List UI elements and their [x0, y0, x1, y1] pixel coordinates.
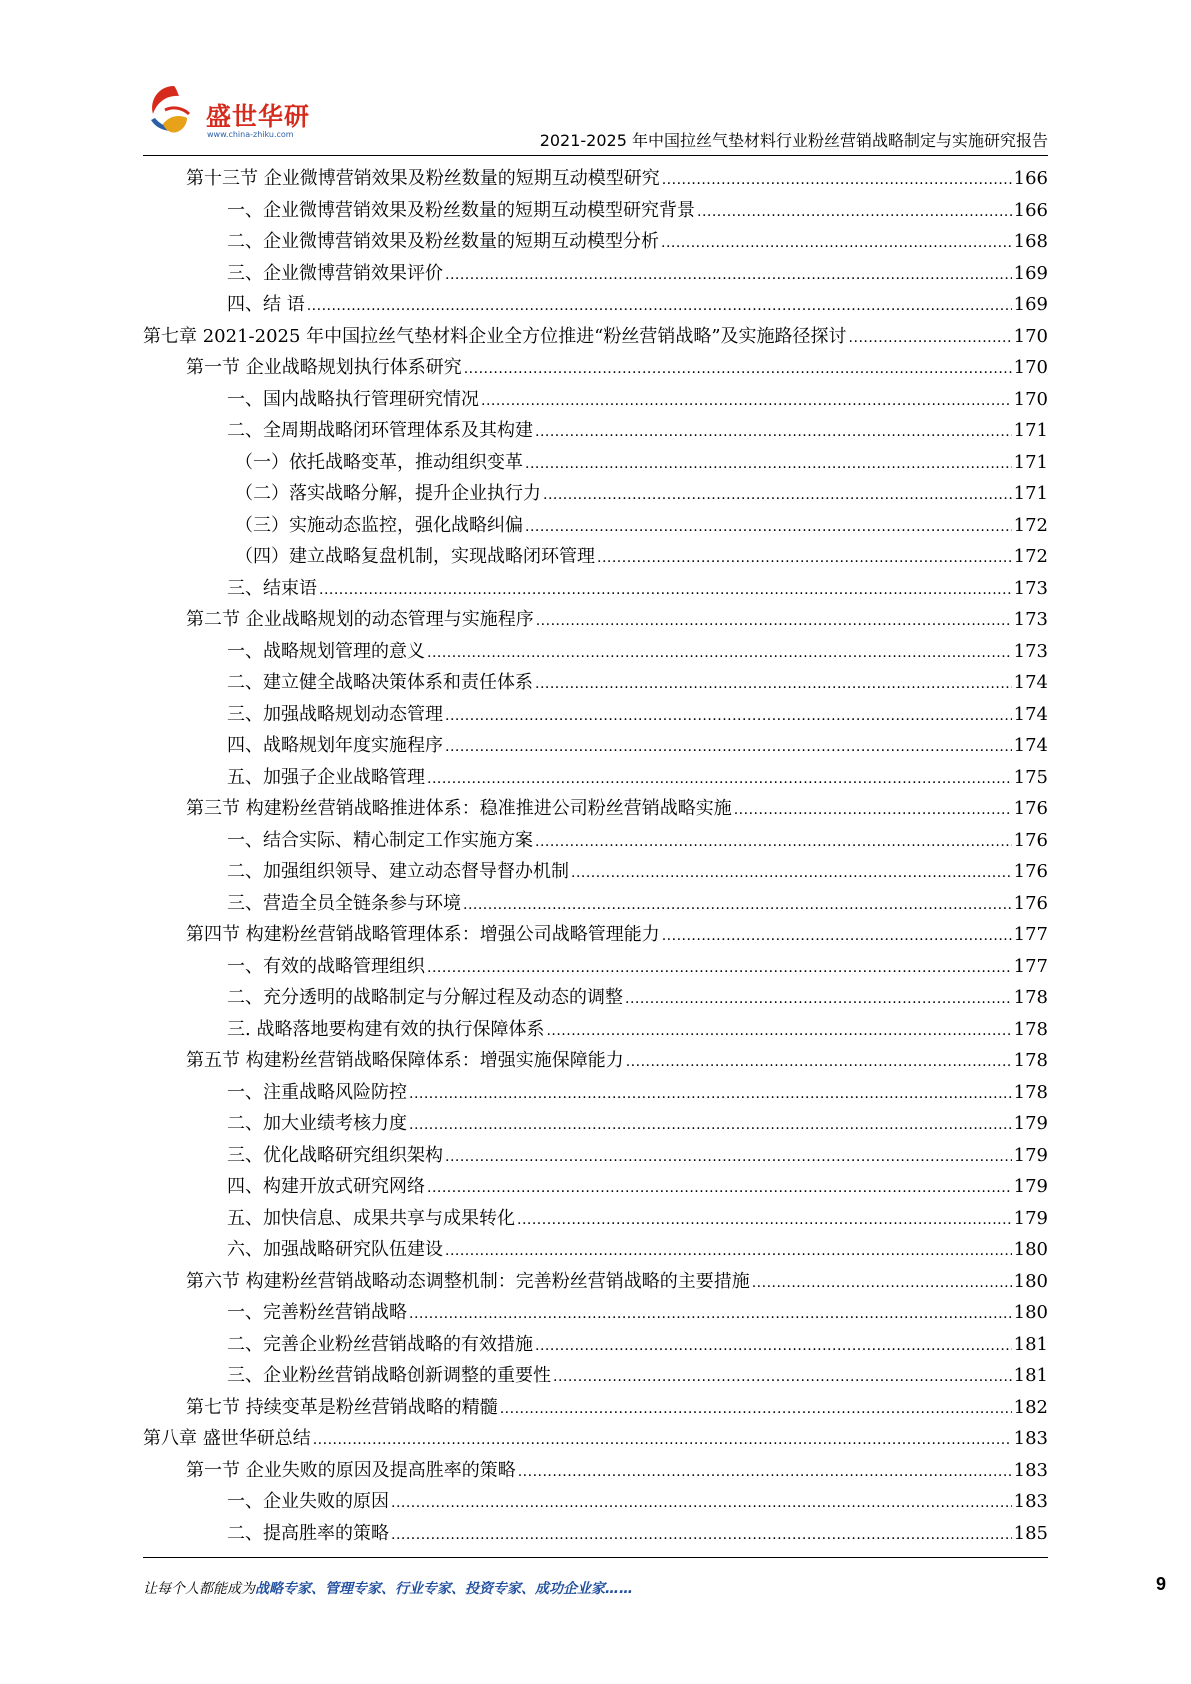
toc-entry-page: 176 [1013, 798, 1048, 819]
toc-entry-page: 170 [1013, 325, 1048, 347]
toc-leader-dots [391, 1520, 1012, 1552]
toc-entry[interactable] [143, 1140, 1048, 1172]
toc-entry-title: 三、营造全员全链条参与环境 [227, 892, 461, 914]
toc-entry-page: 176 [1013, 829, 1048, 851]
toc-entry[interactable] [143, 510, 1048, 542]
toc-leader-dots [525, 512, 1012, 544]
toc-entry-title: 一、注重战略风险防控 [227, 1081, 407, 1103]
toc-entry[interactable] [143, 1297, 1048, 1329]
toc-leader-dots [517, 1205, 1012, 1237]
toc-leader-dots [662, 165, 1012, 197]
toc-entry-title: 第四节 构建粉丝营销战略管理体系：增强公司战略管理能力 [186, 924, 660, 945]
toc-leader-dots [625, 984, 1012, 1016]
toc-entry[interactable] [143, 1171, 1048, 1203]
toc-entry[interactable] [143, 1108, 1048, 1140]
toc-leader-dots [525, 449, 1012, 481]
toc-entry-page: 179 [1013, 1144, 1048, 1166]
toc-leader-dots [571, 858, 1012, 890]
toc-entry[interactable] [143, 289, 1048, 321]
toc-entry-title: 一、结合实际、精心制定工作实施方案 [227, 829, 533, 851]
toc-entry-title: 二、企业微博营销效果及粉丝数量的短期互动模型分析 [227, 231, 659, 252]
page-number: 9 [1155, 1574, 1166, 1594]
toc-entry-title: 三、企业微博营销效果评价 [227, 262, 443, 284]
toc-entry-page: 171 [1013, 483, 1048, 504]
toc-leader-dots [553, 1362, 1012, 1394]
toc-entry-title: 第八章 盛世华研总结 [143, 1428, 311, 1449]
toc-entry-title: 三、企业粉丝营销战略创新调整的重要性 [227, 1365, 551, 1386]
toc-entry-title: 二、完善企业粉丝营销战略的有效措施 [227, 1333, 533, 1355]
toc-leader-dots [734, 795, 1012, 827]
toc-entry-page: 181 [1013, 1365, 1048, 1386]
toc-leader-dots [427, 638, 1012, 670]
footer-divider [143, 1557, 1048, 1558]
toc-leader-dots [307, 291, 1012, 323]
toc-entry-title: 一、企业微博营销效果及粉丝数量的短期互动模型研究背景 [227, 199, 695, 221]
toc-entry-title: 五、加快信息、成果共享与成果转化 [227, 1207, 515, 1229]
toc-leader-dots [697, 197, 1012, 229]
toc-leader-dots [409, 1079, 1012, 1111]
toc-entry-page: 174 [1013, 672, 1048, 693]
toc-entry[interactable] [143, 1045, 1048, 1077]
toc-leader-dots [445, 701, 1012, 733]
toc-entry-title: 第七节 持续变革是粉丝营销战略的精髓 [186, 1396, 498, 1418]
toc-entry-page: 177 [1013, 924, 1048, 945]
toc-entry[interactable] [143, 667, 1048, 699]
toc-entry-page: 183 [1013, 1491, 1048, 1512]
toc-entry-page: 174 [1013, 735, 1048, 756]
toc-entry-page: 177 [1013, 955, 1048, 977]
toc-entry[interactable] [143, 1014, 1048, 1046]
header-divider [143, 155, 1048, 156]
toc-leader-dots [313, 1425, 1012, 1457]
toc-leader-dots [535, 669, 1012, 701]
toc-entry[interactable] [143, 541, 1048, 573]
toc-entry-page: 180 [1013, 1239, 1048, 1260]
toc-leader-dots [427, 1173, 1012, 1205]
toc-entry-page: 176 [1013, 861, 1048, 882]
toc-entry-title: 第一节 企业战略规划执行体系研究 [186, 357, 462, 378]
toc-entry-page: 169 [1013, 262, 1048, 284]
toc-leader-dots [500, 1394, 1012, 1426]
toc-entry[interactable] [143, 730, 1048, 762]
toc-entry-title: 一、国内战略执行管理研究情况 [227, 388, 479, 410]
toc-entry-title: （一）依托战略变革，推动组织变革 [235, 451, 523, 473]
logo-name: 盛世华研 [206, 102, 311, 131]
toc-entry[interactable] [143, 1266, 1048, 1298]
toc-entry[interactable] [143, 1077, 1048, 1109]
toc-entry-title: 二、充分透明的战略制定与分解过程及动态的调整 [227, 987, 623, 1008]
toc-entry-page: 169 [1013, 294, 1048, 315]
toc-entry-title: 第二节 企业战略规划的动态管理与实施程序 [186, 609, 534, 630]
toc-entry[interactable] [143, 258, 1048, 290]
toc-entry-page: 178 [1013, 1018, 1048, 1040]
toc-leader-dots [752, 1268, 1012, 1300]
toc-entry[interactable] [143, 951, 1048, 983]
toc-entry-title: 第三节 构建粉丝营销战略推进体系：稳准推进公司粉丝营销战略实施 [186, 798, 732, 819]
page-footer [143, 1578, 1048, 1602]
toc-entry-title: （二）落实战略分解，提升企业执行力 [235, 483, 541, 504]
toc-leader-dots [319, 575, 1012, 607]
toc-entry[interactable] [143, 447, 1048, 479]
toc-leader-dots [535, 417, 1012, 449]
toc-entry-title: 第六节 构建粉丝营销战略动态调整机制：完善粉丝营销战略的主要措施 [186, 1270, 750, 1292]
toc-entry[interactable] [143, 636, 1048, 668]
toc-entry[interactable] [143, 825, 1048, 857]
toc-entry-title: 一、有效的战略管理组织 [227, 955, 425, 977]
footer-slogan-prefix: 让每个人都能成为 [143, 1581, 255, 1597]
toc-leader-dots [445, 732, 1012, 764]
toc-entry-title: 六、加强战略研究队伍建设 [227, 1239, 443, 1260]
toc-entry-page: 175 [1013, 766, 1048, 788]
toc-entry-title: 三、加强战略规划动态管理 [227, 703, 443, 725]
toc-entry[interactable] [143, 1455, 1048, 1487]
toc-leader-dots [535, 1331, 1012, 1363]
toc-entry[interactable] [143, 982, 1048, 1014]
toc-entry[interactable] [143, 321, 1048, 353]
toc-leader-dots [626, 1047, 1012, 1079]
toc-entry-page: 166 [1013, 168, 1048, 189]
toc-leader-dots [536, 606, 1012, 638]
toc-entry-title: （三）实施动态监控，强化战略纠偏 [235, 514, 523, 536]
toc-entry[interactable] [143, 699, 1048, 731]
toc-entry-page: 166 [1013, 199, 1048, 221]
toc-entry-title: 三、结束语 [227, 577, 317, 599]
toc-entry-page: 179 [1013, 1176, 1048, 1197]
toc-leader-dots [445, 260, 1012, 292]
toc-entry-title: 四、构建开放式研究网络 [227, 1176, 425, 1197]
toc-leader-dots [445, 1142, 1012, 1174]
toc-leader-dots [518, 1457, 1012, 1489]
toc-entry-page: 172 [1013, 514, 1048, 536]
toc-entry[interactable] [143, 888, 1048, 920]
toc-entry-title: 第十三节 企业微博营销效果及粉丝数量的短期互动模型研究 [186, 168, 660, 189]
toc-entry-title: 第一节 企业失败的原因及提高胜率的策略 [186, 1459, 516, 1481]
toc-entry-title: 二、建立健全战略决策体系和责任体系 [227, 672, 533, 693]
toc-entry[interactable] [143, 604, 1048, 636]
toc-leader-dots [391, 1488, 1012, 1520]
toc-leader-dots [543, 480, 1012, 512]
toc-entry[interactable] [143, 1360, 1048, 1392]
toc-entry-page: 176 [1013, 892, 1048, 914]
toc-leader-dots [662, 921, 1012, 953]
logo [143, 80, 343, 146]
toc-entry[interactable] [143, 573, 1048, 605]
toc-entry-title: 二、加大业绩考核力度 [227, 1113, 407, 1134]
toc-entry-page: 178 [1013, 1081, 1048, 1103]
toc-entry-title: 五、加强子企业战略管理 [227, 766, 425, 788]
toc-entry-page: 178 [1013, 987, 1048, 1008]
toc-entry[interactable] [143, 415, 1048, 447]
toc-leader-dots [427, 953, 1012, 985]
table-of-contents [143, 163, 1048, 1549]
toc-entry-title: 四、战略规划年度实施程序 [227, 735, 443, 756]
toc-entry-page: 180 [1013, 1302, 1048, 1323]
toc-entry-title: 第七章 2021-2025 年中国拉丝气垫材料企业全方位推进“粉丝营销战略”及实施路径探讨 [143, 325, 847, 347]
report-title: 2021-2025 年中国拉丝气垫材料行业粉丝营销战略制定与实施研究报告 [539, 131, 1048, 150]
toc-entry-title: 三、优化战略研究组织架构 [227, 1144, 443, 1166]
toc-leader-dots [463, 890, 1012, 922]
toc-leader-dots [546, 1016, 1011, 1048]
toc-entry[interactable] [143, 1423, 1048, 1455]
toc-entry-title: 一、完善粉丝营销战略 [227, 1302, 407, 1323]
toc-entry[interactable] [143, 1486, 1048, 1518]
toc-entry[interactable] [143, 163, 1048, 195]
toc-entry-title: 三. 战略落地要构建有效的执行保障体系 [227, 1018, 545, 1040]
toc-entry[interactable] [143, 226, 1048, 258]
toc-entry-page: 180 [1013, 1270, 1048, 1292]
logo-emblem-icon [143, 80, 205, 142]
toc-entry-title: 第五节 构建粉丝营销战略保障体系：增强实施保障能力 [186, 1050, 624, 1071]
toc-entry-page: 179 [1013, 1207, 1048, 1229]
toc-entry[interactable] [143, 384, 1048, 416]
toc-entry-page: 183 [1013, 1428, 1048, 1449]
toc-entry-page: 178 [1013, 1050, 1048, 1071]
toc-entry[interactable] [143, 1329, 1048, 1361]
toc-entry-page: 174 [1013, 703, 1048, 725]
toc-entry-page: 171 [1013, 420, 1048, 441]
toc-entry-title: 一、战略规划管理的意义 [227, 640, 425, 662]
toc-entry-page: 182 [1013, 1396, 1048, 1418]
toc-leader-dots [409, 1299, 1012, 1331]
toc-entry-title: 一、企业失败的原因 [227, 1491, 389, 1512]
toc-entry-title: 二、全周期战略闭环管理体系及其构建 [227, 420, 533, 441]
toc-entry[interactable] [143, 856, 1048, 888]
footer-slogan-roles: 战略专家、管理专家、行业专家、投资专家、成功企业家…… [255, 1581, 633, 1597]
page-header [143, 80, 1048, 150]
toc-entry-page: 171 [1013, 451, 1048, 473]
toc-entry-page: 173 [1013, 640, 1048, 662]
toc-entry[interactable] [143, 1518, 1048, 1550]
toc-entry[interactable] [143, 1203, 1048, 1235]
toc-entry-page: 183 [1013, 1459, 1048, 1481]
toc-leader-dots [849, 323, 1012, 355]
toc-entry-page: 173 [1013, 609, 1048, 630]
toc-entry[interactable] [143, 352, 1048, 384]
toc-leader-dots [661, 228, 1012, 260]
toc-entry[interactable] [143, 762, 1048, 794]
logo-url: www.china-zhiku.com [207, 130, 294, 139]
toc-entry-page: 168 [1013, 231, 1048, 252]
toc-entry-page: 179 [1013, 1113, 1048, 1134]
toc-entry-title: （四）建立战略复盘机制，实现战略闭环管理 [235, 546, 595, 567]
toc-leader-dots [535, 827, 1012, 859]
toc-entry-title: 四、结 语 [227, 294, 305, 315]
toc-entry-page: 181 [1013, 1333, 1048, 1355]
toc-entry[interactable] [143, 195, 1048, 227]
toc-leader-dots [445, 1236, 1012, 1268]
toc-entry-page: 170 [1013, 388, 1048, 410]
toc-leader-dots [597, 543, 1012, 575]
toc-entry-title: 二、提高胜率的策略 [227, 1522, 389, 1544]
toc-entry-page: 173 [1013, 577, 1048, 599]
toc-leader-dots [409, 1110, 1012, 1142]
toc-leader-dots [481, 386, 1012, 418]
toc-entry[interactable] [143, 919, 1048, 951]
toc-entry[interactable] [143, 1392, 1048, 1424]
toc-entry[interactable] [143, 478, 1048, 510]
toc-leader-dots [464, 354, 1012, 386]
toc-entry-page: 185 [1013, 1522, 1048, 1544]
toc-entry-page: 170 [1013, 357, 1048, 378]
toc-entry-title: 二、加强组织领导、建立动态督导督办机制 [227, 861, 569, 882]
toc-entry[interactable] [143, 1234, 1048, 1266]
toc-entry[interactable] [143, 793, 1048, 825]
toc-entry-page: 172 [1013, 546, 1048, 567]
toc-leader-dots [427, 764, 1012, 796]
